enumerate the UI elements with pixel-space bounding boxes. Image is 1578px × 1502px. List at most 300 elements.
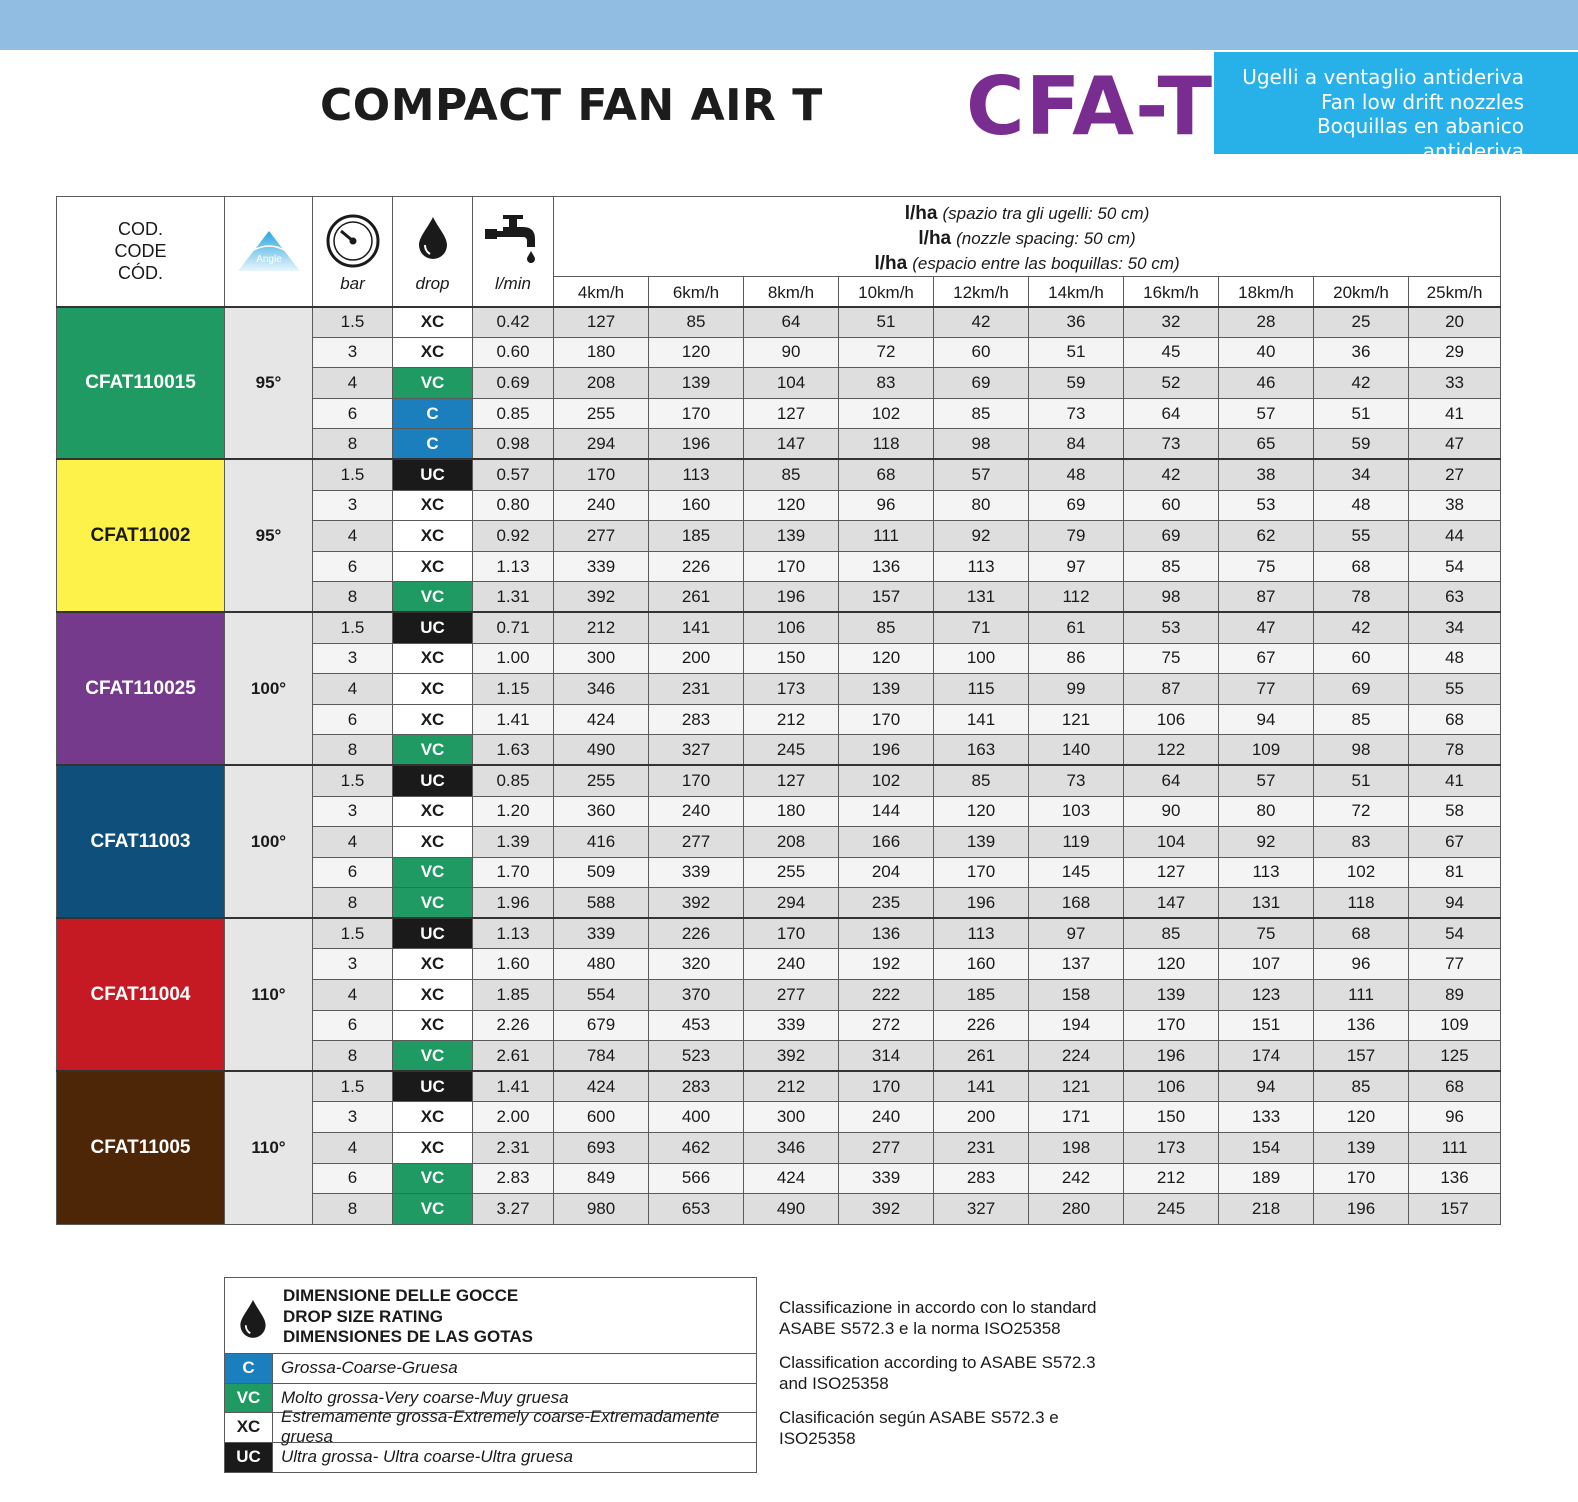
nozzle-code: CFAT11003 [57,765,225,918]
rate-cell: 157 [839,582,934,613]
flow-cell: 1.13 [473,551,554,582]
rate-cell: 34 [1314,459,1409,490]
rate-cell: 392 [649,888,744,919]
rate-cell: 59 [1314,429,1409,460]
rate-cell: 277 [554,521,649,552]
rate-cell: 120 [1124,949,1219,980]
rate-cell: 71 [934,612,1029,643]
rate-cell: 174 [1219,1041,1314,1072]
flow-cell: 0.80 [473,490,554,521]
drop-size-cell: XC [393,490,473,521]
rate-cell: 106 [1124,704,1219,735]
rate-cell: 59 [1029,368,1124,399]
rate-cell: 94 [1219,704,1314,735]
rate-cell: 36 [1029,307,1124,338]
rate-cell: 150 [1124,1102,1219,1133]
pressure-cell: 8 [313,735,393,766]
rate-cell: 100 [934,643,1029,674]
legend-rows [225,1354,756,1472]
rate-cell: 42 [1124,459,1219,490]
rate-cell: 339 [744,1010,839,1041]
rate-cell: 131 [1219,888,1314,919]
rate-cell: 106 [744,612,839,643]
pressure-cell: 8 [313,1194,393,1225]
rate-cell: 75 [1124,643,1219,674]
flow-cell: 2.00 [473,1102,554,1133]
rate-cell: 226 [934,1010,1029,1041]
rate-cell: 127 [1124,857,1219,888]
angle-icon-label: Angle [255,254,282,265]
nozzle-table [56,196,1501,1225]
rate-cell: 170 [744,551,839,582]
drop-size-cell: XC [393,337,473,368]
flow-cell: 0.57 [473,459,554,490]
code-header-it: COD. [118,219,163,240]
rate-cell: 41 [1409,398,1501,429]
rate-cell: 226 [649,918,744,949]
rate-cell: 52 [1124,368,1219,399]
tagline-en: Fan low drift nozzles [1320,89,1524,114]
rate-cell: 48 [1314,490,1409,521]
rate-cell: 980 [554,1194,649,1225]
rate-cell: 120 [744,490,839,521]
rate-cell: 27 [1409,459,1501,490]
pressure-cell: 8 [313,1041,393,1072]
tagline-box [1214,52,1578,163]
rate-cell: 212 [554,612,649,643]
rate-cell: 150 [744,643,839,674]
note-es: Clasificación según ASABE S572.3 e ISO25358 [779,1408,1059,1448]
rate-cell: 36 [1314,337,1409,368]
rate-cell: 61 [1029,612,1124,643]
rate-cell: 180 [744,796,839,827]
flow-label: l/min [495,273,531,293]
rate-cell: 87 [1124,674,1219,705]
drop-size-cell: VC [393,368,473,399]
rate-cell: 320 [649,949,744,980]
drop-size-cell: XC [393,827,473,858]
rate-cell: 94 [1409,888,1501,919]
rate-cell: 38 [1409,490,1501,521]
rate-cell: 693 [554,1133,649,1164]
rate-cell: 154 [1219,1133,1314,1164]
pressure-cell: 6 [313,551,393,582]
rate-cell: 392 [554,582,649,613]
speed-header: 6km/h [649,277,744,307]
rate-cell: 170 [934,857,1029,888]
drop-size-cell: XC [393,1133,473,1164]
flow-cell: 1.15 [473,674,554,705]
page-title: COMPACT FAN AIR T [320,80,823,131]
rate-cell: 112 [1029,582,1124,613]
rate-cell: 170 [649,765,744,796]
rate-cell: 85 [934,398,1029,429]
speed-header: 4km/h [554,277,649,307]
rate-cell: 170 [744,918,839,949]
flow-cell: 0.98 [473,429,554,460]
legend-header [225,1278,756,1354]
drop-size-cell: UC [393,765,473,796]
flow-cell: 1.39 [473,827,554,858]
rate-cell: 294 [744,888,839,919]
rate-cell: 62 [1219,521,1314,552]
rate-cell: 57 [934,459,1029,490]
rate-cell: 416 [554,827,649,858]
rate-cell: 180 [554,337,649,368]
flow-cell: 1.70 [473,857,554,888]
code-header-es: CÓD. [118,263,163,284]
speed-header: 10km/h [839,277,934,307]
pressure-cell: 8 [313,429,393,460]
rate-cell: 346 [554,674,649,705]
rate-cell: 370 [649,980,744,1011]
pressure-cell: 3 [313,796,393,827]
rate-cell: 63 [1409,582,1501,613]
note-en: Classification according to ASABE S572.3 and ISO25358 [779,1353,1096,1393]
drop-size-cell: C [393,398,473,429]
rate-cell: 98 [934,429,1029,460]
rate-cell: 48 [1409,643,1501,674]
rate-cell: 85 [1124,918,1219,949]
nozzle-group [57,307,1501,460]
speed-header: 8km/h [744,277,839,307]
rate-cell: 424 [744,1163,839,1194]
rate-cell: 54 [1409,918,1501,949]
rate-cell: 33 [1409,368,1501,399]
rate-cell: 204 [839,857,934,888]
rate-cell: 85 [649,307,744,338]
rate-cell: 69 [1029,490,1124,521]
drop-size-cell: VC [393,888,473,919]
rate-cell: 68 [1314,918,1409,949]
rate-cell: 327 [649,735,744,766]
spray-angle: 95° [225,307,313,460]
drop-size-cell: UC [393,1071,473,1102]
rate-cell: 196 [744,582,839,613]
tagline-es: Boquillas en abanico antideriva [1316,114,1524,163]
drop-size-cell: XC [393,796,473,827]
rate-cell: 160 [934,949,1029,980]
rate-cell: 171 [1029,1102,1124,1133]
legend-description: Ultra grossa- Ultra coarse-Ultra gruesa [281,1447,573,1467]
angle-icon-label-holder [234,253,304,267]
rate-cell: 85 [934,765,1029,796]
rate-cell: 480 [554,949,649,980]
rate-cell: 51 [1314,765,1409,796]
drop-size-cell: XC [393,949,473,980]
legend-code: XC [225,1413,273,1442]
rate-cell: 111 [1314,980,1409,1011]
rate-cell: 60 [1124,490,1219,521]
rate-cell: 68 [1314,551,1409,582]
drop-size-cell: XC [393,1102,473,1133]
rate-cell: 57 [1219,765,1314,796]
rate-cell: 212 [744,704,839,735]
pressure-cell: 4 [313,674,393,705]
speed-header: 18km/h [1219,277,1314,307]
rate-cell: 29 [1409,337,1501,368]
pressure-cell: 1.5 [313,612,393,643]
rate-cell: 196 [839,735,934,766]
pressure-cell: 4 [313,521,393,552]
rate-cell: 653 [649,1194,744,1225]
rate-cell: 83 [1314,827,1409,858]
rate-cell: 51 [839,307,934,338]
rate-cell: 679 [554,1010,649,1041]
flow-cell: 1.31 [473,582,554,613]
rate-cell: 462 [649,1133,744,1164]
rate-cell: 240 [839,1102,934,1133]
rate-cell: 327 [934,1194,1029,1225]
flow-header [473,197,554,307]
legend-description: Estremamente grossa-Extremely coarse-Extremadamente gruesa [281,1407,720,1447]
rate-cell: 96 [1409,1102,1501,1133]
rate-cell: 261 [934,1041,1029,1072]
rate-cell: 185 [649,521,744,552]
rate-cell: 157 [1314,1041,1409,1072]
rate-cell: 849 [554,1163,649,1194]
rate-cell: 554 [554,980,649,1011]
rate-cell: 170 [839,704,934,735]
rate-cell: 170 [1124,1010,1219,1041]
rate-cell: 139 [1314,1133,1409,1164]
flow-cell: 1.63 [473,735,554,766]
rate-cell: 136 [1314,1010,1409,1041]
rate-cell: 89 [1409,980,1501,1011]
rate-cell: 120 [934,796,1029,827]
pressure-cell: 1.5 [313,918,393,949]
speed-header: 12km/h [934,277,1029,307]
rate-cell: 400 [649,1102,744,1133]
rate-cell: 208 [744,827,839,858]
drop-size-cell: VC [393,582,473,613]
rate-cell: 588 [554,888,649,919]
rate-cell: 240 [744,949,839,980]
pressure-gauge-icon [325,213,381,269]
rate-cell: 72 [839,337,934,368]
rate-cell: 170 [554,459,649,490]
rate-cell: 300 [744,1102,839,1133]
rate-cell: 81 [1409,857,1501,888]
rate-cell: 67 [1409,827,1501,858]
nozzle-code: CFAT11004 [57,918,225,1071]
rate-cell: 151 [1219,1010,1314,1041]
table-row [57,765,1501,796]
rate-cell: 42 [934,307,1029,338]
nozzle-code: CFAT11002 [57,459,225,612]
rate-cell: 46 [1219,368,1314,399]
rate-cell: 523 [649,1041,744,1072]
nozzle-group [57,765,1501,918]
flow-cell: 2.26 [473,1010,554,1041]
rate-cell: 113 [934,918,1029,949]
nozzle-group [57,459,1501,612]
legend-title-it: DIMENSIONE DELLE GOCCE [283,1286,519,1305]
rate-cell: 272 [839,1010,934,1041]
rate-cell: 122 [1124,735,1219,766]
rate-cell: 294 [554,429,649,460]
rate-cell: 120 [1314,1102,1409,1133]
rate-cell: 121 [1029,1071,1124,1102]
rate-cell: 139 [744,521,839,552]
rate-cell: 85 [1314,1071,1409,1102]
legend-code: C [225,1354,273,1383]
rate-cell: 72 [1314,796,1409,827]
rate-cell: 85 [1314,704,1409,735]
rate-cell: 58 [1409,796,1501,827]
rate-cell: 102 [839,765,934,796]
rate-cell: 137 [1029,949,1124,980]
spray-angle: 110° [225,918,313,1071]
rate-cell: 218 [1219,1194,1314,1225]
legend-description: Grossa-Coarse-Gruesa [281,1358,458,1378]
rate-cell: 490 [554,735,649,766]
rate-cell: 121 [1029,704,1124,735]
rate-cell: 83 [839,368,934,399]
rate-cell: 90 [744,337,839,368]
lha-line-en: l/ha (nozzle spacing: 50 cm) [918,228,1136,249]
drop-size-cell: XC [393,980,473,1011]
rate-cell: 200 [649,643,744,674]
speed-header: 20km/h [1314,277,1409,307]
spray-angle: 100° [225,765,313,918]
flow-cell: 0.69 [473,368,554,399]
rate-cell: 314 [839,1041,934,1072]
flow-cell: 1.20 [473,796,554,827]
rate-cell: 170 [649,398,744,429]
rate-cell: 85 [744,459,839,490]
pressure-cell: 1.5 [313,459,393,490]
rate-cell: 77 [1409,949,1501,980]
rate-cell: 339 [554,551,649,582]
rate-cell: 173 [1124,1133,1219,1164]
legend-title-es: DIMENSIONES DE LAS GOTAS [283,1327,533,1346]
rate-cell: 139 [934,827,1029,858]
rate-cell: 64 [1124,398,1219,429]
pressure-cell: 6 [313,398,393,429]
flow-cell: 0.42 [473,307,554,338]
rate-cell: 97 [1029,918,1124,949]
rate-cell: 139 [649,368,744,399]
rate-cell: 141 [934,704,1029,735]
rate-cell: 566 [649,1163,744,1194]
rate-cell: 245 [1124,1194,1219,1225]
drop-size-cell: XC [393,1010,473,1041]
rate-cell: 208 [554,368,649,399]
pressure-cell: 4 [313,368,393,399]
rate-cell: 54 [1409,551,1501,582]
rate-cell: 78 [1409,735,1501,766]
rate-cell: 339 [839,1163,934,1194]
drop-size-cell: VC [393,1194,473,1225]
legend-code: VC [225,1384,273,1413]
rate-cell: 48 [1029,459,1124,490]
rate-cell: 79 [1029,521,1124,552]
rate-cell: 69 [1314,674,1409,705]
rate-cell: 346 [744,1133,839,1164]
rate-cell: 75 [1219,918,1314,949]
rate-cell: 222 [839,980,934,1011]
rate-cell: 131 [934,582,1029,613]
rate-cell: 231 [649,674,744,705]
rate-cell: 240 [649,796,744,827]
rate-cell: 111 [1409,1133,1501,1164]
bar-label: bar [340,273,365,293]
rate-cell: 242 [1029,1163,1124,1194]
legend-title-en: DROP SIZE RATING [283,1306,443,1326]
rate-cell: 77 [1219,674,1314,705]
rate-cell: 34 [1409,612,1501,643]
rate-cell: 509 [554,857,649,888]
rate-cell: 192 [839,949,934,980]
legend-row [225,1407,756,1447]
rate-cell: 102 [1314,857,1409,888]
drop-size-cell: UC [393,459,473,490]
rate-cell: 235 [839,888,934,919]
rate-cell: 92 [1219,827,1314,858]
rate-cell: 107 [1219,949,1314,980]
lha-line-es: l/ha (espacio entre las boquillas: 50 cm) [874,253,1180,274]
rate-cell: 28 [1219,307,1314,338]
pressure-cell: 1.5 [313,765,393,796]
rate-cell: 113 [649,459,744,490]
rate-cell: 136 [1409,1163,1501,1194]
rate-cell: 25 [1314,307,1409,338]
nozzle-group [57,1071,1501,1224]
spray-angle: 100° [225,612,313,765]
pressure-cell: 1.5 [313,307,393,338]
rate-cell: 73 [1124,429,1219,460]
pressure-cell: 3 [313,490,393,521]
drop-size-cell: VC [393,857,473,888]
rate-cell: 196 [1314,1194,1409,1225]
rate-cell: 125 [1409,1041,1501,1072]
rate-cell: 44 [1409,521,1501,552]
drop-size-cell: VC [393,1041,473,1072]
nozzle-code: CFAT110025 [57,612,225,765]
table-row [57,918,1501,949]
rate-cell: 69 [1124,521,1219,552]
legend-code: UC [225,1443,273,1473]
rate-cell: 139 [1124,980,1219,1011]
flow-cell: 1.85 [473,980,554,1011]
rate-cell: 113 [1219,857,1314,888]
nozzle-code: CFAT11005 [57,1071,225,1224]
rate-cell: 109 [1409,1010,1501,1041]
rate-cell: 92 [934,521,1029,552]
rate-cell: 136 [839,551,934,582]
rate-cell: 55 [1314,521,1409,552]
angle-header [225,197,313,307]
rate-cell: 41 [1409,765,1501,796]
rate-cell: 99 [1029,674,1124,705]
drop-icon [413,213,453,261]
legend-row [225,1443,756,1473]
flow-cell: 1.41 [473,704,554,735]
legend-row [225,1354,756,1384]
pressure-cell: 3 [313,1102,393,1133]
rate-cell: 136 [839,918,934,949]
rate-cell: 90 [1124,796,1219,827]
rate-cell: 196 [934,888,1029,919]
rate-cell: 453 [649,1010,744,1041]
rate-cell: 104 [744,368,839,399]
rate-cell: 163 [934,735,1029,766]
note-it: Classificazione in accordo con lo standard ASABE S572.3 e la norma ISO25358 [779,1298,1097,1338]
rate-cell: 145 [1029,857,1124,888]
rate-cell: 424 [554,704,649,735]
rate-cell: 57 [1219,398,1314,429]
